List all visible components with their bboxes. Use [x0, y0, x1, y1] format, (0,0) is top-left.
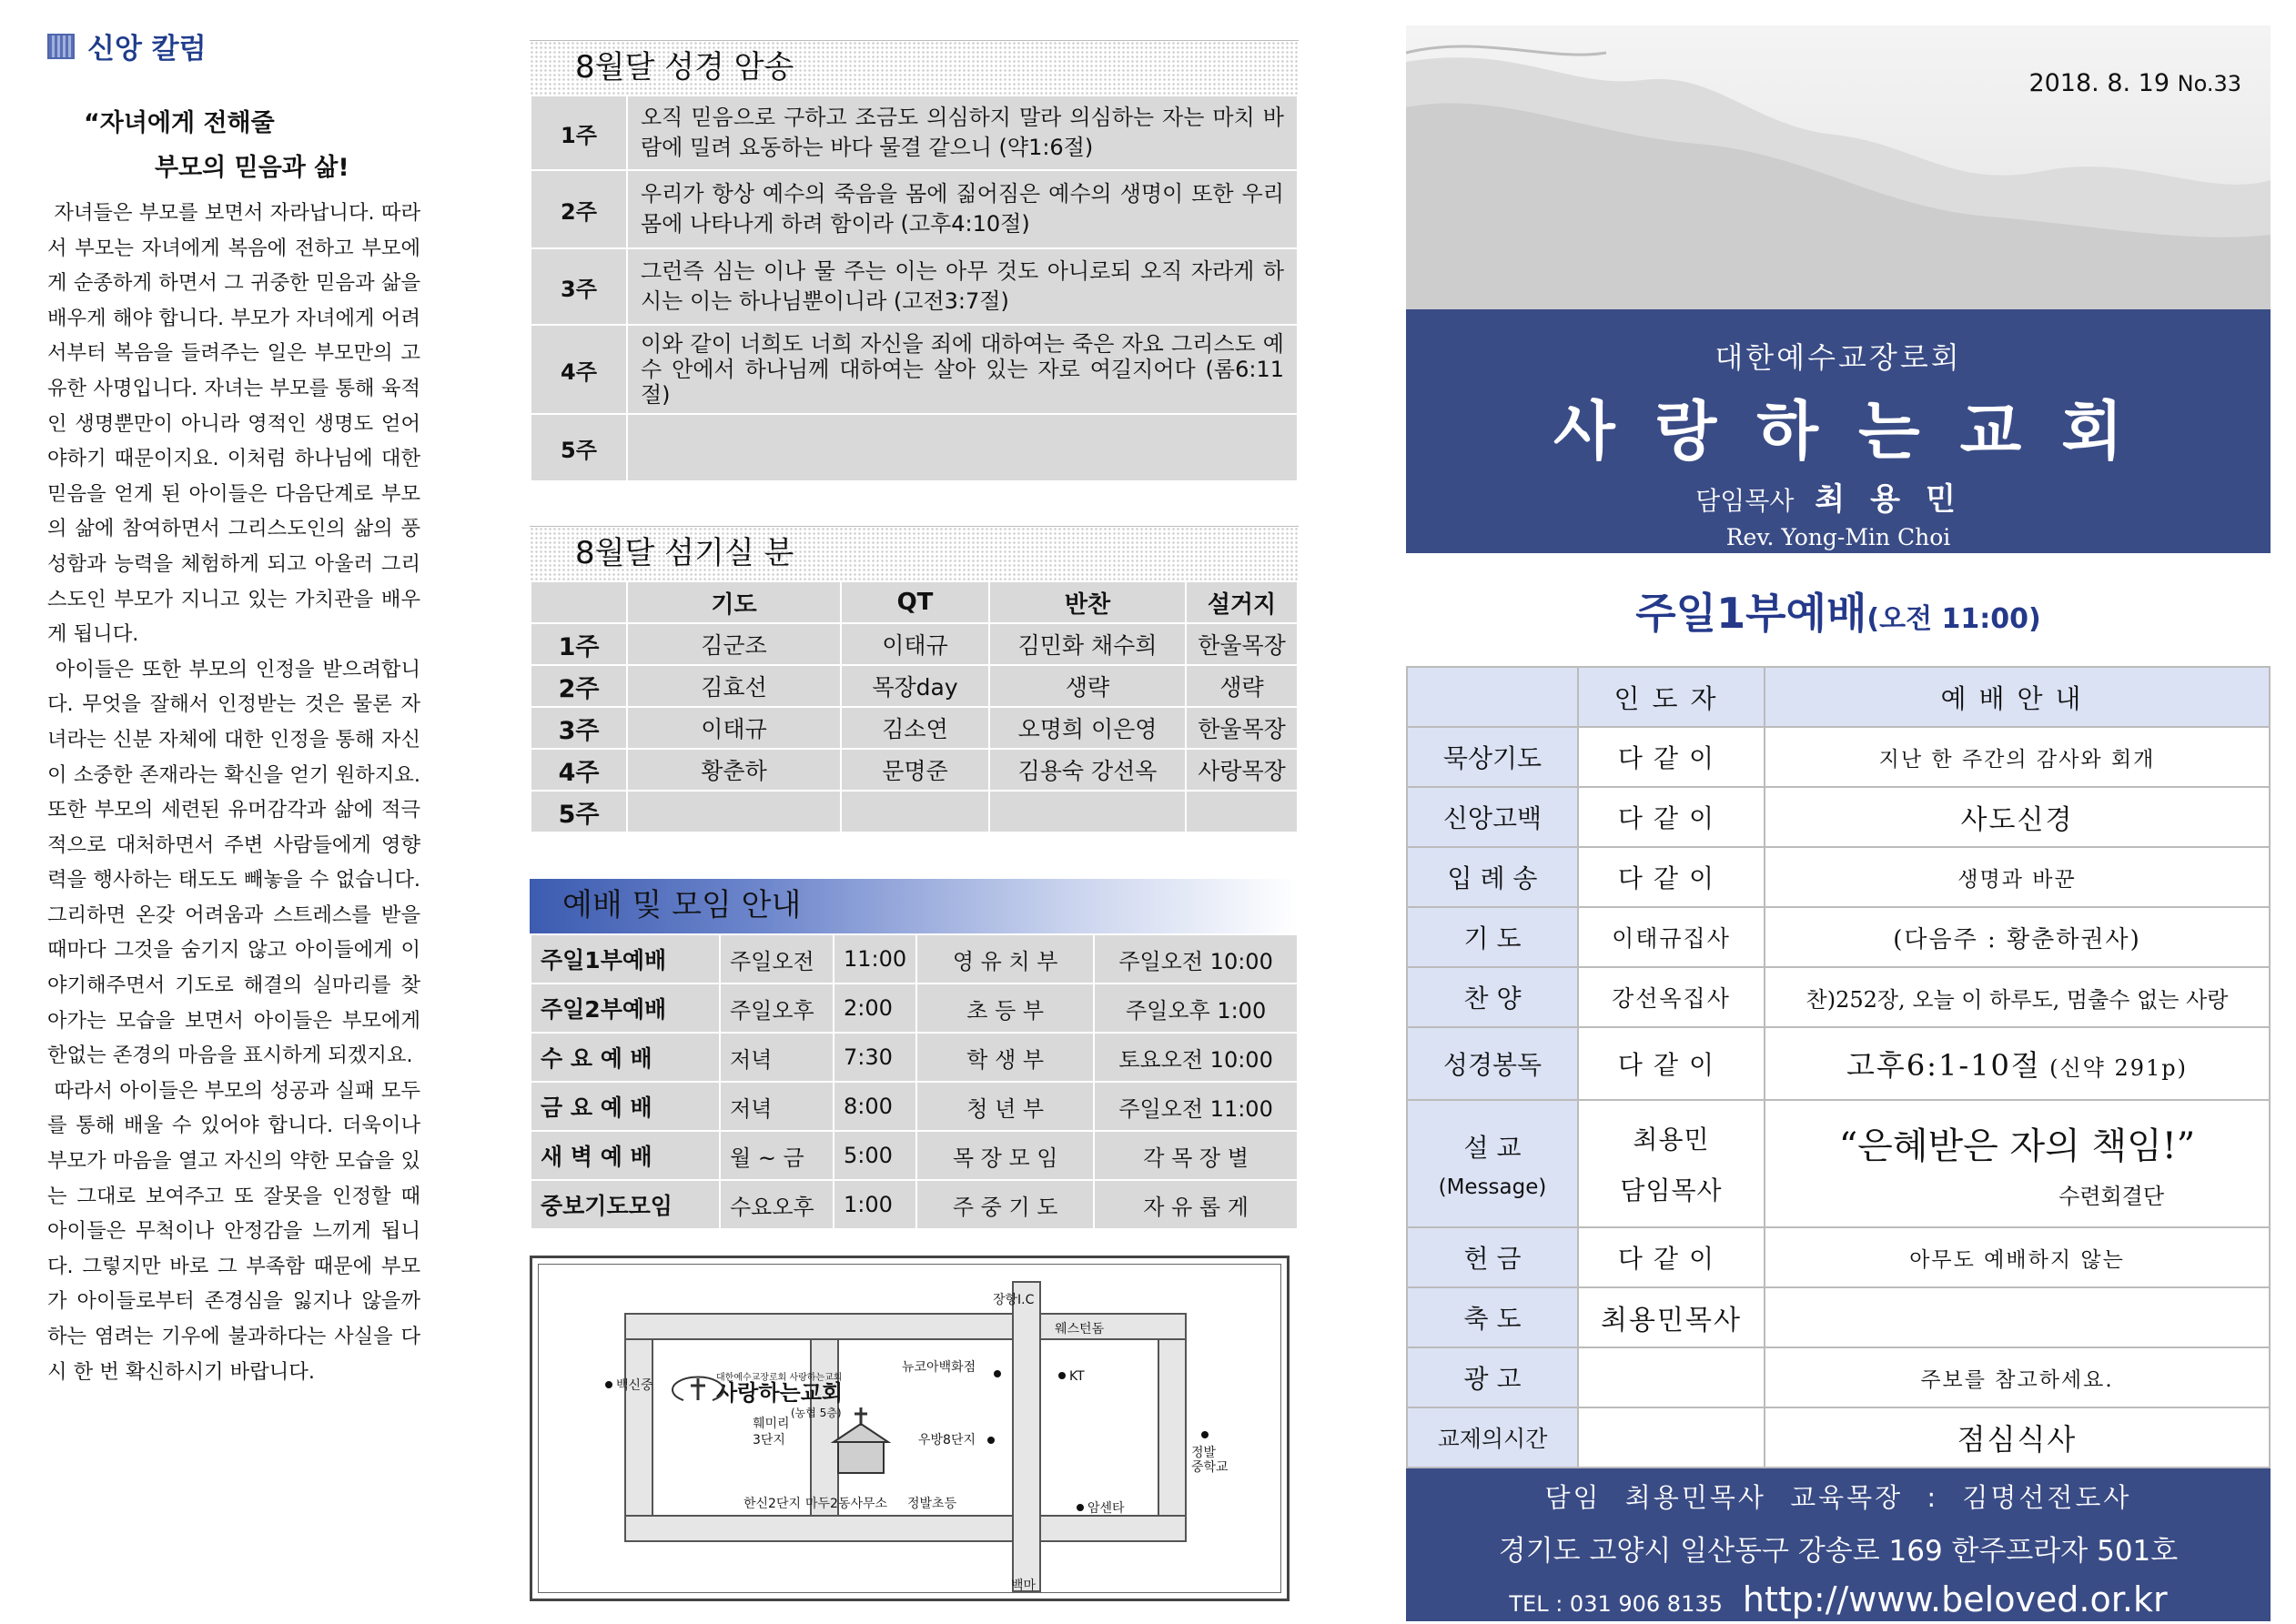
- cell: 저녁: [720, 1033, 834, 1082]
- order-content: 생명과 바꾼: [1765, 847, 2270, 907]
- cell: [841, 791, 989, 832]
- road-south: [625, 1516, 1186, 1541]
- table-row: [531, 791, 1298, 832]
- table-row: [531, 665, 1298, 707]
- map-label: 정발초등: [907, 1497, 957, 1511]
- cell: 생략: [1186, 665, 1298, 707]
- verse-text: [627, 414, 1298, 481]
- table-row: [1407, 1287, 2270, 1347]
- map-dot-icon: [1058, 1372, 1066, 1379]
- cell: 주일오후 1:00: [1094, 983, 1298, 1033]
- cell: 초 등 부: [916, 983, 1094, 1033]
- map-label: (농협 5층): [791, 1407, 842, 1419]
- church-name: 사랑하는교회: [1553, 394, 2163, 469]
- week-label: 5주: [531, 414, 627, 481]
- cell: [1186, 791, 1298, 832]
- table-row: [1407, 787, 2270, 847]
- issue-number: No.33: [2177, 71, 2241, 96]
- cover-hero: [1406, 25, 2271, 553]
- map-label: 백마: [1011, 1579, 1037, 1593]
- table-row: [531, 934, 1298, 983]
- cell: 월 ~ 금: [720, 1131, 834, 1180]
- map-label: 우방8단지: [918, 1433, 976, 1447]
- table-row: [1407, 1227, 2270, 1287]
- map-label: 대한예수교장로회 사랑하는교회: [716, 1373, 843, 1383]
- map-label: 마두2동사무소: [805, 1497, 888, 1511]
- map-label: 3단지: [753, 1433, 785, 1447]
- cell: 각 목 장 별: [1094, 1131, 1298, 1180]
- cell: 저녁: [720, 1082, 834, 1131]
- cell: 김소연: [841, 707, 989, 749]
- cell: [627, 791, 841, 832]
- cell: 목장day: [841, 665, 989, 707]
- table-row: [531, 1033, 1298, 1082]
- table-row: [531, 170, 1298, 248]
- map-label: 훼미리: [753, 1417, 790, 1431]
- table-row: [531, 983, 1298, 1033]
- order-item-name: 설 교: [1463, 1133, 1522, 1163]
- order-content: [1765, 1027, 2270, 1100]
- cell: 김군조: [627, 623, 841, 665]
- road-west: [625, 1314, 652, 1541]
- cell: 새 벽 예 배: [531, 1131, 720, 1180]
- location-map: [530, 1256, 1290, 1601]
- cell: 금 요 예 배: [531, 1082, 720, 1131]
- column-title-line2: 부모의 믿음과 삶!: [155, 154, 349, 182]
- table-row: [1407, 907, 2270, 967]
- table-row: [1407, 1347, 2270, 1407]
- order-content: 점심식사: [1765, 1407, 2270, 1468]
- table-row: [531, 749, 1298, 791]
- order-content: [1765, 1287, 2270, 1347]
- table-row: [531, 707, 1298, 749]
- preacher-title: 담임목사: [1620, 1175, 1723, 1205]
- website-link[interactable]: http://www.beloved.or.kr: [1742, 1579, 2168, 1619]
- cell: 사랑목장: [1186, 749, 1298, 791]
- preacher-name: 최용민: [1633, 1125, 1710, 1155]
- col-header: 기도: [627, 581, 841, 623]
- cell: 1:00: [834, 1180, 916, 1229]
- order-leader: 다같이: [1578, 1027, 1765, 1100]
- cell: 김민화 채수희: [989, 623, 1186, 665]
- col-header: 예배안내: [1765, 667, 2270, 727]
- church-banner: [1406, 309, 2271, 553]
- week-label: 3주: [531, 248, 627, 325]
- phone-number: TEL : 031 906 8135: [1509, 1591, 1723, 1617]
- order-leader: 최용민목사: [1578, 1287, 1765, 1347]
- faith-column: [47, 25, 420, 1389]
- issue-date: [2028, 69, 2241, 97]
- order-leader: 다같이: [1578, 727, 1765, 787]
- order-item: 성경봉독: [1407, 1027, 1578, 1100]
- table-row: [531, 325, 1298, 414]
- pastor-english-name: Rev. Yong-Min Choi: [1725, 524, 1951, 550]
- map-dot-icon: [987, 1437, 995, 1444]
- verse-text: 그런즉 심는 이나 물 주는 이는 아무 것도 아니로되 오직 자라게 하시는 이는 하나님뿐이니라 (고전3:7절): [627, 248, 1298, 325]
- mountain-illustration: [1406, 25, 2271, 309]
- table-row: [1407, 847, 2270, 907]
- table-header-row: [1407, 667, 2270, 727]
- cell: 3주: [531, 707, 627, 749]
- map-label: 암센타: [1087, 1501, 1125, 1516]
- table-row: [531, 96, 1298, 170]
- map-dot-icon: [605, 1381, 612, 1388]
- cell: 1주: [531, 623, 627, 665]
- pastor-line: [1406, 474, 2271, 519]
- cell: 2:00: [834, 983, 916, 1033]
- order-item: [1407, 1100, 1578, 1227]
- cell: 황춘하: [627, 749, 841, 791]
- address: 경기도 고양시 일산동구 강송로 169 한주프라자 501호: [1498, 1535, 2179, 1568]
- cell: 청 년 부: [916, 1082, 1094, 1131]
- bulletin-cover: [1406, 25, 2271, 1621]
- road-main: [1013, 1282, 1040, 1591]
- order-leader: 강선옥집사: [1578, 967, 1765, 1027]
- order-leader: 다같이: [1578, 787, 1765, 847]
- order-item: 신앙고백: [1407, 787, 1578, 847]
- table-row: [1407, 1027, 2270, 1100]
- cell: 7:30: [834, 1033, 916, 1082]
- table-row: [1407, 967, 2270, 1027]
- cell: 4주: [531, 749, 627, 791]
- road-map-drawing: [538, 1264, 1287, 1599]
- order-item: 헌 금: [1407, 1227, 1578, 1287]
- cell: 한울목장: [1186, 707, 1298, 749]
- order-leader: [1578, 1100, 1765, 1227]
- table-row: [1407, 1100, 2270, 1227]
- order-item: 축 도: [1407, 1287, 1578, 1347]
- order-item: 찬 양: [1407, 967, 1578, 1027]
- column-title-line1: “자녀에게 전해줄: [84, 109, 275, 137]
- map-dot-icon: [1077, 1504, 1084, 1511]
- week-label: 2주: [531, 170, 627, 248]
- pastor-label: 담임목사: [1695, 486, 1795, 516]
- map-label: 정발: [1191, 1446, 1217, 1460]
- col-header: [531, 581, 627, 623]
- order-content: [1765, 1100, 2270, 1227]
- cell: 주일오전 11:00: [1094, 1082, 1298, 1131]
- order-leader: 다같이: [1578, 847, 1765, 907]
- cell: 수 요 예 배: [531, 1033, 720, 1082]
- order-item: 광 고: [1407, 1347, 1578, 1407]
- mountain-image: [1406, 25, 2271, 309]
- middle-column: [530, 40, 1299, 1230]
- map-label: 웨스턴돔: [1055, 1322, 1105, 1337]
- service-title: [1406, 580, 2271, 641]
- col-header: 설거지: [1186, 581, 1298, 623]
- cell: 중보기도모임: [531, 1180, 720, 1229]
- cell: 목 장 모 임: [916, 1131, 1094, 1180]
- map-label: 한신2단지: [743, 1497, 802, 1511]
- sermon-title: “은혜받은 자의 책임!”: [1838, 1125, 2196, 1167]
- order-leader: [1578, 1347, 1765, 1407]
- verse-text: 오직 믿음으로 구하고 조금도 의심하지 말라 의심하는 자는 마치 바람에 밀려 요동하는 바다 물결 같으니 (약1:6절): [627, 96, 1298, 170]
- cell: 8:00: [834, 1082, 916, 1131]
- col-header: 인도자: [1578, 667, 1765, 727]
- cell: [989, 791, 1186, 832]
- order-item: 교제의시간: [1407, 1407, 1578, 1468]
- map-label: 장항I.C: [993, 1293, 1035, 1307]
- cell: 문명준: [841, 749, 989, 791]
- cell: 수요오후: [720, 1180, 834, 1229]
- order-leader: 이태규집사: [1578, 907, 1765, 967]
- cell: 주 중 기 도: [916, 1180, 1094, 1229]
- order-item: 입 례 송: [1407, 847, 1578, 907]
- table-row: [531, 623, 1298, 665]
- order-content: 주보를 참고하세요.: [1765, 1347, 2270, 1407]
- cell: 11:00: [834, 934, 916, 983]
- cell: 한울목장: [1186, 623, 1298, 665]
- sermon-subtitle: 수련회결단: [2058, 1184, 2164, 1209]
- cell: 영 유 치 부: [916, 934, 1094, 983]
- cell: 이태규: [841, 623, 989, 665]
- pastor-name: 최용민: [1815, 481, 1981, 518]
- cell: 자 유 롭 게: [1094, 1180, 1298, 1229]
- order-content: 사도신경: [1765, 787, 2270, 847]
- worship-order-table: [1406, 666, 2271, 1468]
- map-dot-icon: [1201, 1431, 1209, 1438]
- schedule-table: [530, 933, 1299, 1230]
- cell: 주일1부예배: [531, 934, 720, 983]
- table-row: [531, 1180, 1298, 1229]
- order-content: 찬)252장, 오늘 이 하루도, 멈출수 없는 사랑: [1765, 967, 2270, 1027]
- table-row: [531, 1131, 1298, 1180]
- table-row: [531, 1082, 1298, 1131]
- order-leader: 다같이: [1578, 1227, 1765, 1287]
- cell: 5주: [531, 791, 627, 832]
- column-body: 자녀들은 부모를 보면서 자라납니다. 따라서 부모는 자녀에게 복음에 전하고 부모에게 순종하게 하면서 그 귀중한 믿음과 삶을 배우게 해야 합니다. 부모가 자녀에게 어려서부터 복음을 들려주는 일은 부모만의 고유한 사명입니다. 자녀는 부모를 통해 육적인 생명뿐만이 아니라 영적인 생명도 얻어야하기 때문이지요. 이처럼 하나님에 대한 믿음을 얻게 된 아이들은 다음단계로 부모의 삶에 참여하면서 그리스도인의 삶의 풍성함과 능력을 체험하게 되고 아울러 그리스도인 부모가 지니고 있는 가치관을 배우게 됩니다. 아이들은 또한 부모의 인정을 받으려합니다. 무엇을 잘해서 인정받는 것은 물론 자녀라는 신분 자체에 대한 인정을 통해 자신이 소중한 존재라는 확신을 얻기 원하지요. 또한 부모의 세련된 유머감각과 삶에 적극적으로 대처하면서 주변 사람들에게 영향력을 행사하는 태도도 빼놓을 수 없습니다. 그리하면 온갖 어려움과 스트레스를 받을 때마다 그것을 숨기지 않고 아이들에게 이야기해주면서 기도로 해결의 실마리를 찾아가는 모습을 보면서 아이들은 부모에게 한없는 존경의 마음을 표시하게 되겠지요. 따라서 아이들은 부모의 성공과 실패 모두를 통해 배울 수 있어야 합니다. 더욱이나 부모가 마음을 열고 자신의 약한 모습을 있는 그대로 보여주고 또 잘못을 인정할 때 아이들은 무척이나 안정감을 느끼게 됩니다. 그렇지만 바로 그 부족함 때문에 부모가 아이들로부터 존경심을 잃지나 않을까하는 염려는 기우에 불과하다는 사실을 다시 한 번 확신하시기 바랍니다.: [47, 201, 421, 1384]
- order-content: (다음주 : 황춘하권사): [1765, 907, 2270, 967]
- col-header: 반찬: [989, 581, 1186, 623]
- scripture-page: (신약 291p): [2049, 1055, 2188, 1081]
- verse-text: 이와 같이 너희도 너희 자신을 죄에 대하여는 죽은 자요 그리스도 예수 안에서 하나님께 대하여는 살아 있는 자로 여길지어다 (롬6:11절): [627, 325, 1298, 414]
- map-church-label: 사랑하는교회: [716, 1380, 844, 1406]
- grid-square-icon: [47, 34, 75, 59]
- map-label: KT: [1069, 1369, 1085, 1384]
- denomination: 대한예수교장로회: [1714, 340, 1962, 375]
- map-label: 뉴코아백화점: [902, 1360, 976, 1375]
- table-header-row: [531, 581, 1298, 623]
- map-label: 백신중: [616, 1378, 653, 1393]
- order-item-sub: (Message): [1438, 1175, 1547, 1199]
- cell: [1407, 667, 1578, 727]
- duty-title: 8월달 섬기실 분: [530, 526, 1299, 580]
- map-dot-icon: [994, 1370, 1001, 1377]
- memory-verse-title: 8월달 성경 암송: [530, 40, 1299, 95]
- order-content: 지난 한 주간의 감사와 회개: [1765, 727, 2270, 787]
- cell: 5:00: [834, 1131, 916, 1180]
- order-content: 아무도 예배하지 않는: [1765, 1227, 2270, 1287]
- cell: 학 생 부: [916, 1033, 1094, 1082]
- cell: 2주: [531, 665, 627, 707]
- cell: 김효선: [627, 665, 841, 707]
- col-header: QT: [841, 581, 989, 623]
- memory-verse-table: [530, 95, 1299, 482]
- order-item: 기 도: [1407, 907, 1578, 967]
- table-row: [1407, 727, 2270, 787]
- schedule-title: 예배 및 모임 안내: [530, 879, 1299, 933]
- scripture-ref: 고후6:1-10절: [1846, 1048, 2041, 1083]
- week-label: 1주: [531, 96, 627, 170]
- order-item: 묵상기도: [1407, 727, 1578, 787]
- duty-table: [530, 580, 1299, 833]
- column-heading: [47, 25, 420, 66]
- date-text: 2018. 8. 19: [2028, 69, 2170, 97]
- column-heading-text: 신앙 칼럼: [87, 33, 207, 66]
- order-leader: [1578, 1407, 1765, 1468]
- week-label: 4주: [531, 325, 627, 414]
- service-time: (오전 11:00): [1866, 603, 2041, 635]
- cell: 오명희 이은영: [989, 707, 1186, 749]
- cell: 주일2부예배: [531, 983, 720, 1033]
- verse-text: 우리가 항상 예수의 죽음을 몸에 짊어짐은 예수의 생명이 또한 우리 몸에 나타나게 하려 함이라 (고후4:10절): [627, 170, 1298, 248]
- cell: 주일오전: [720, 934, 834, 983]
- contact-line: [1406, 1579, 2271, 1619]
- cell: 이태규: [627, 707, 841, 749]
- map-label: 중학교: [1191, 1460, 1229, 1475]
- table-row: [531, 414, 1298, 481]
- cell: 주일오전 10:00: [1094, 934, 1298, 983]
- cell: 토요오전 10:00: [1094, 1033, 1298, 1082]
- cell: 김용숙 강선옥: [989, 749, 1186, 791]
- cell: 주일오후: [720, 983, 834, 1033]
- table-row: [531, 248, 1298, 325]
- staff-line: 담임 최용민목사 교육목장 : 김명선전도사: [1544, 1482, 2132, 1513]
- table-row: [1407, 1407, 2270, 1468]
- road-east: [1158, 1314, 1186, 1541]
- service-name: 주일1부예배: [1635, 589, 1867, 638]
- church-footer: [1406, 1468, 2271, 1621]
- cell: 생략: [989, 665, 1186, 707]
